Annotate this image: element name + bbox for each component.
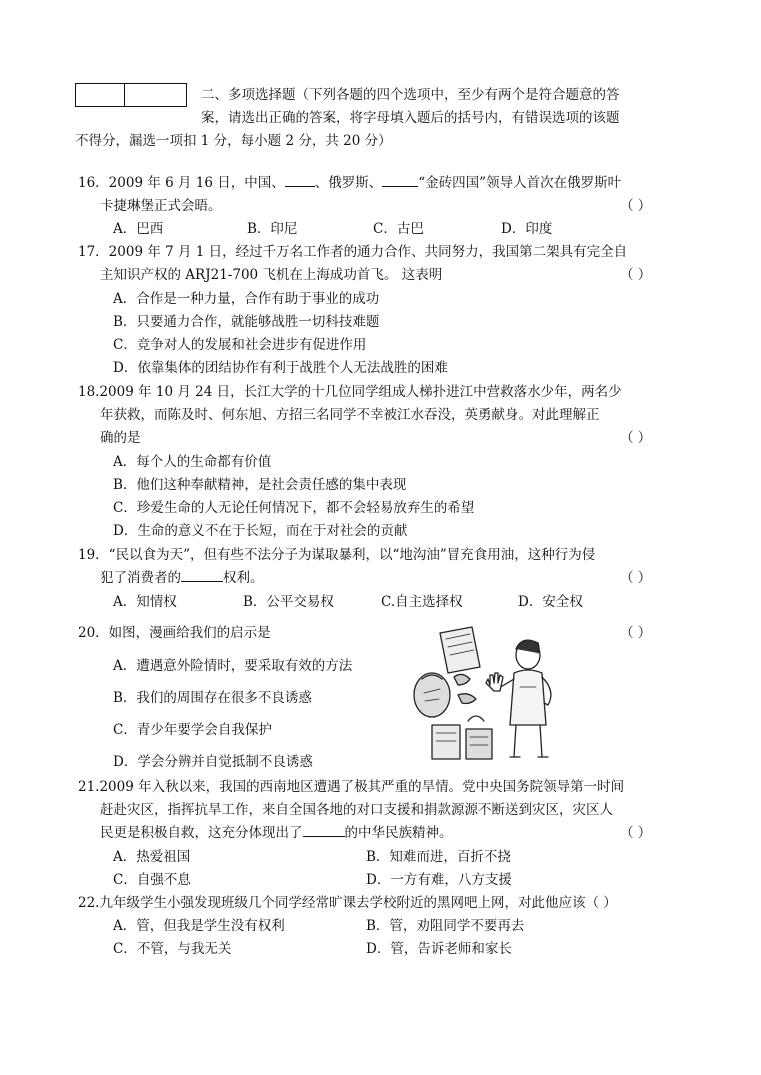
option-d: D．印度: [501, 221, 553, 237]
question-21-stem-line3: 民更是积极自救，这充分体现出了 的中华民族精神。: [100, 822, 453, 844]
option-c: C．不管，与我无关: [113, 941, 232, 957]
option-a: A．热爱祖国: [113, 849, 191, 865]
section-title-line3: 不得分，漏选一项扣 1 分，每小题 2 分，共 20 分）: [75, 133, 392, 149]
option-a: A．巴西: [113, 221, 164, 237]
answer-blank: [303, 822, 345, 837]
option-b: B．我们的周围存在很多不良诱惑: [113, 690, 312, 706]
option-c: C．竞争对人的发展和社会进步有促进作用: [113, 337, 367, 353]
option-c: C．古巴: [373, 221, 424, 237]
option-b: B．他们这种奉献精神，是社会责任感的集中表现: [113, 477, 407, 493]
question-19-stem: 19．“民以食为天”，但有些不法分子为谋取暴利，以“地沟油”冒充食用油，这种行为侵: [78, 547, 596, 563]
option-a: A．每个人的生命都有价值: [113, 454, 272, 470]
option-a: A．知情权: [113, 594, 177, 610]
question-17-stem: 17．2009 年 7 月 1 日，经过千万名工作者的通力合作、共同努力，我国第二架具有完全自: [78, 244, 628, 260]
option-a: A．管，但我是学生没有权利: [113, 918, 285, 934]
option-d: D．学会分辨并自觉抵制不良诱惑: [113, 754, 313, 770]
answer-blank: [285, 172, 315, 187]
question-16-stem: 16．2009 年 6 月 16 日，中国、 、俄罗斯、 “金砖四国”领导人首次在俄罗斯叶: [78, 172, 621, 194]
option-d: D．生命的意义不在于长短，而在于对社会的贡献: [113, 523, 408, 539]
question-18-stem-line2: 年获救，而陈及时、何东旭、方招三名同学不幸被江水吞没，英勇献身。对此理解正: [100, 407, 600, 423]
answer-bracket: （ ）: [620, 570, 652, 586]
option-d: D．依靠集体的团结协作有利于战胜个人无法战胜的困难: [113, 360, 448, 376]
option-c: C.自主选择权: [381, 594, 463, 610]
option-b: B．知难而进，百折不挠: [366, 849, 511, 865]
question-16-stem-line2: 卡捷琳堡正式会晤。: [100, 198, 222, 214]
question-18-stem-line3: 确的是: [100, 430, 141, 446]
option-d: D．一方有难，八方支援: [366, 872, 512, 888]
question-22-stem: 22.九年级学生小强发现班级几个同学经常旷课去学校附近的黑网吧上网，对此他应该（ ）: [78, 895, 617, 911]
answer-bracket: （ ）: [620, 625, 652, 641]
answer-bracket: （ ）: [620, 198, 652, 214]
section-title-line2: 案，请选出正确的答案，将字母填入题后的括号内，有错误选项的该题: [201, 110, 620, 126]
question-19-stem-line2: 犯了消费者的 权利。: [100, 567, 264, 589]
option-b: B．只要通力合作，就能够战胜一切科技难题: [113, 314, 380, 330]
cartoon-illustration: [410, 625, 565, 765]
section-title-line1: 二、多项选择题（下列各题的四个选项中，至少有两个是符合题意的答: [201, 87, 620, 103]
option-c: C．青少年要学会自我保护: [113, 722, 272, 738]
question-20-stem: 20．如图，漫画给我们的启示是: [78, 625, 271, 641]
option-a: A．遭遇意外险情时，要采取有效的方法: [113, 658, 353, 674]
question-17-stem-line2: 主知识产权的 ARJ21-700 飞机在上海成功首飞。 这表明: [100, 267, 443, 283]
question-21-stem-line2: 赶赴灾区，指挥抗旱工作，来自全国各地的对口支援和捐款源源不断送到灾区，灾区人: [100, 802, 613, 818]
option-d: D．管，告诉老师和家长: [366, 941, 512, 957]
question-18-stem: 18.2009 年 10 月 24 日，长江大学的十几位同学组成人梯扑进江中营救落水少年，两名少: [78, 384, 622, 400]
option-c: C．自强不息: [113, 872, 191, 888]
option-b: B．管，劝阻同学不要再去: [366, 918, 525, 934]
score-box: [75, 83, 187, 107]
option-a: A．合作是一种力量，合作有助于事业的成功: [113, 291, 380, 307]
answer-blank: [181, 567, 223, 582]
question-21-stem: 21.2009 年入秋以来，我国的西南地区遭遇了极其严重的旱情。党中央国务院领导第一时间: [78, 779, 625, 795]
option-d: D．安全权: [518, 594, 583, 610]
answer-bracket: （ ）: [620, 825, 652, 841]
answer-bracket: （ ）: [620, 267, 652, 283]
option-c: C．珍爱生命的人无论任何情况下，都不会轻易放弃生的希望: [113, 500, 475, 516]
option-b: B．印尼: [247, 221, 298, 237]
option-b: B．公平交易权: [243, 594, 334, 610]
answer-bracket: （ ）: [620, 430, 652, 446]
answer-blank: [382, 172, 418, 187]
